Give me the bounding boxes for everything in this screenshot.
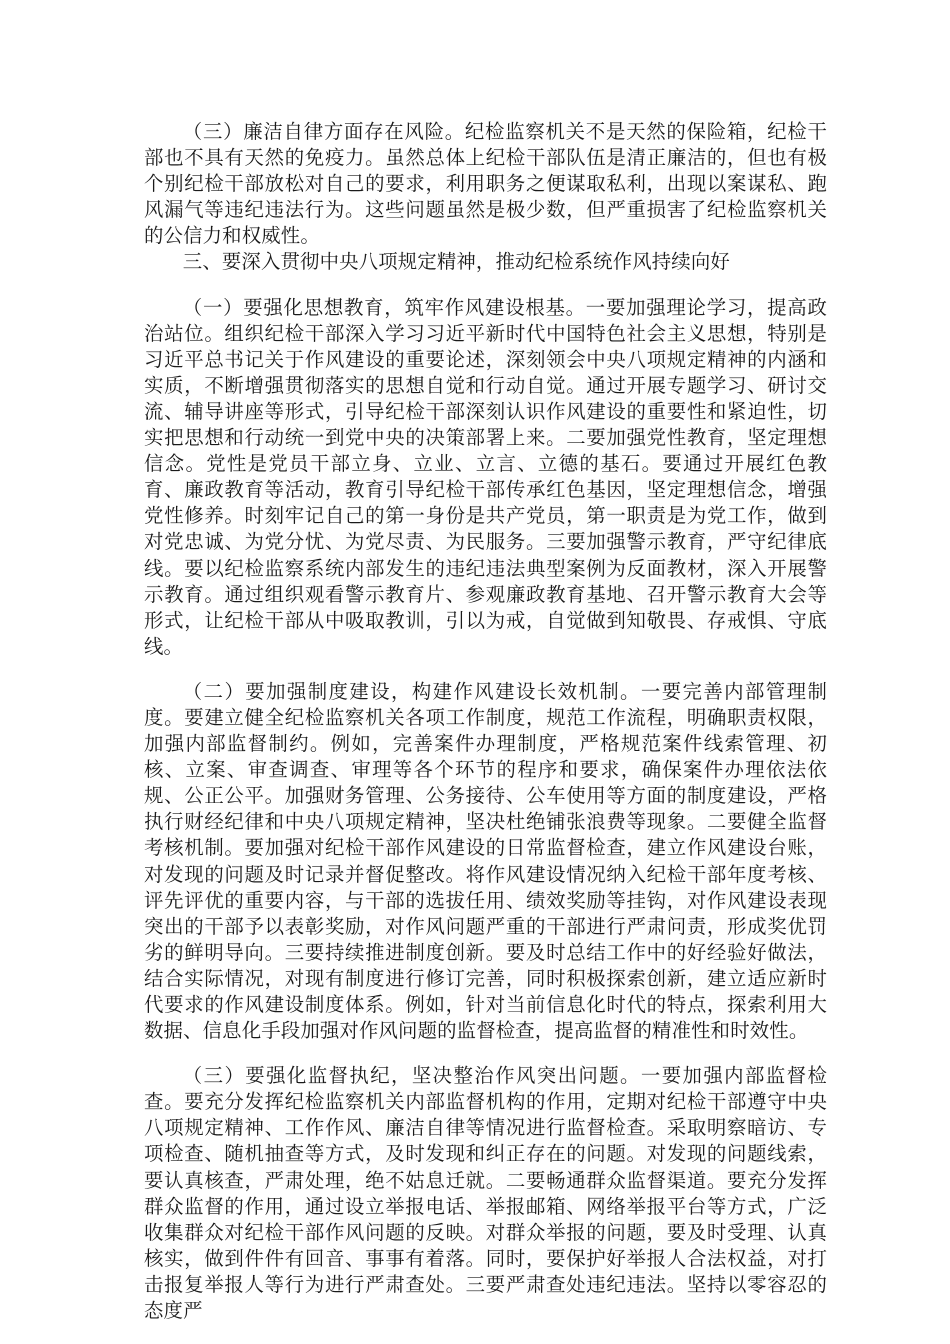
paragraph-integrity-risk: （三）廉洁自律方面存在风险。纪检监察机关不是天然的保险箱，纪检干部也不具有天然的免疫力。虽然总体上纪检干部队伍是清正廉洁的，但也有极个别纪检干部放松对自己的要求，利用职务之便谋取私利，出现以案谋私、跑风漏气等违纪违法行为。这些问题虽然是极少数，但严重损害了纪检监察机关的公信力和权威性。 (144, 120, 827, 248)
section-heading-three: 三、要深入贯彻中央八项规定精神，推动纪检系统作风持续向好 (182, 250, 730, 274)
document-page (144, 119, 827, 1324)
paragraph-ideological-education: （一）要强化思想教育，筑牢作风建设根基。一要加强理论学习，提高政治站位。组织纪检干部深入学习习近平新时代中国特色社会主义思想，特别是习近平总书记关于作风建设的重要论述，深刻领会中央八项规定精神的内涵和实质，不断增强贯彻落实的思想自觉和行动自觉。通过开展专题学习、研讨交流、辅导讲座等形式，引导纪检干部深刻认识作风建设的重要性和紧迫性，切实把思想和行动统一到党中央的决策部署上来。二要加强党性教育，坚定理想信念。党性是党员干部立身、立业、立言、立德的基石。要通过开展红色教育、廉政教育等活动，教育引导纪检干部传承红色基因，坚定理想信念，增强党性修养。时刻牢记自己的第一身份是共产党员，第一职责是为党工作，做到对党忠诚、为党分忧、为党尽责、为民服务。三要加强警示教育，严守纪律底线。要以纪检监察系统内部发生的违纪违法典型案例为反面教材，深入开展警示教育。通过组织观看警示教育片、参观廉政教育基地、召开警示教育大会等形式，让纪检干部从中吸取教训，引以为戒，自觉做到知敬畏、存戒惧、守底线。 (144, 295, 827, 658)
paragraph-system-building: （二）要加强制度建设，构建作风建设长效机制。一要完善内部管理制度。要建立健全纪检监察机关各项工作制度，规范工作流程，明确职责权限，加强内部监督制约。例如，完善案件办理制度，严格规范案件线索管理、初核、立案、审查调查、审理等各个环节的程序和要求，确保案件办理依法依规、公正公平。加强财务管理、公务接待、公车使用等方面的制度建设，严格执行财经纪律和中央八项规定精神，坚决杜绝铺张浪费等现象。二要健全监督考核机制。要加强对纪检干部作风建设的日常监督检查，建立作风建设台账，对发现的问题及时记录并督促整改。将作风建设情况纳入纪检干部年度考核、评先评优的重要内容，与干部的选拔任用、绩效奖励等挂钩，对作风建设表现突出的干部予以表彰奖励，对作风问题严重的干部进行严肃问责，形成奖优罚劣的鲜明导向。三要持续推进制度创新。要及时总结工作中的好经验好做法，结合实际情况，对现有制度进行修订完善，同时积极探索创新，建立适应新时代要求的作风建设制度体系。例如，针对当前信息化时代的特点，探索利用大数据、信息化手段加强对作风问题的监督检查，提高监督的精准性和时效性。 (144, 679, 827, 1043)
paragraph-supervision-discipline: （三）要强化监督执纪，坚决整治作风突出问题。一要加强内部监督检查。要充分发挥纪检监察机关内部监督机构的作用，定期对纪检干部遵守中央八项规定精神、工作作风、廉洁自律等情况进行监督检查。采取明察暗访、专项检查、随机抽查等方式，及时发现和纠正存在的问题。对发现的问题线索，要认真核查，严肃处理，绝不姑息迁就。二要畅通群众监督渠道。要充分发挥群众监督的作用，通过设立举报电话、举报邮箱、网络举报平台等方式，广泛收集群众对纪检干部作风问题的反映。对群众举报的问题，要及时受理、认真核实，做到件件有回音、事事有着落。同时，要保护好举报人合法权益，对打击报复举报人等行为进行严肃查处。三要严肃查处违纪违法。坚持以零容忍的态度严 (144, 1064, 827, 1323)
